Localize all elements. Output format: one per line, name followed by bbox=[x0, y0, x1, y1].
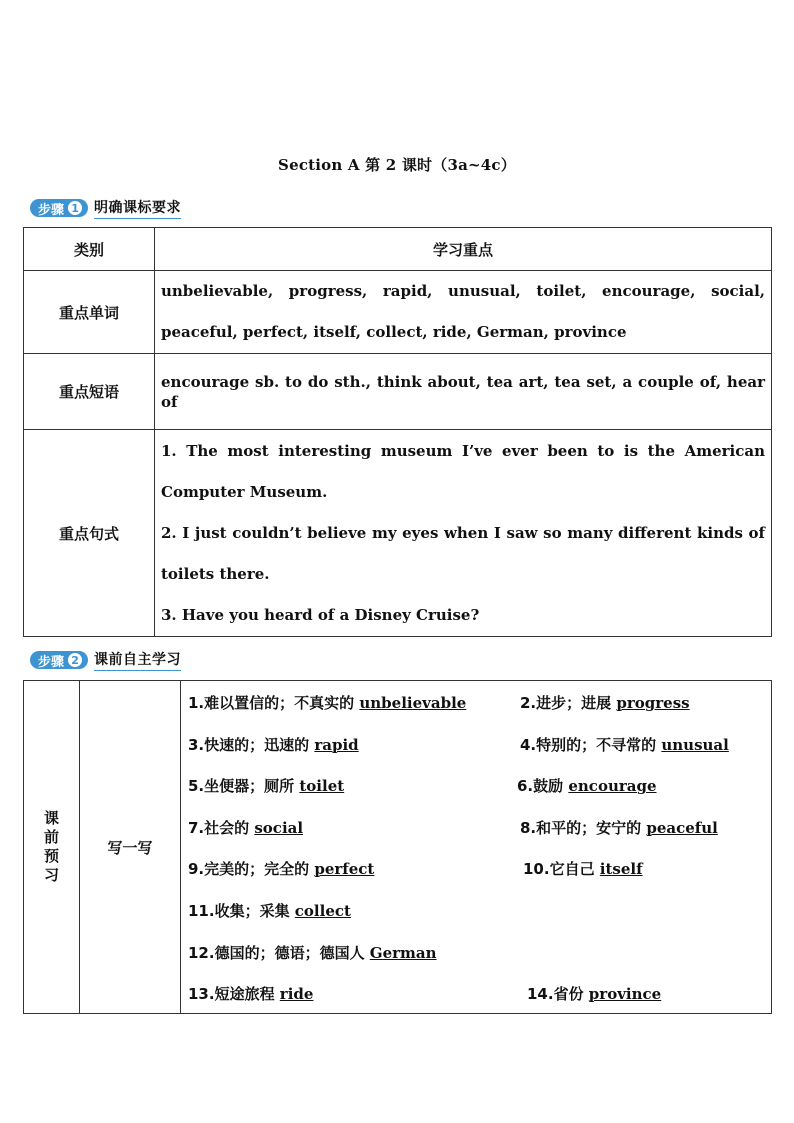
list-item: 7.社会的 social bbox=[188, 819, 304, 837]
list-item: 6.鼓励 encourage bbox=[517, 777, 657, 795]
header-category: 类别 bbox=[24, 228, 155, 271]
header-focus: 学习重点 bbox=[155, 228, 772, 271]
row-category: 重点单词 bbox=[24, 271, 155, 354]
subsection-label: 写一写 bbox=[80, 681, 181, 1014]
sentence: 3. Have you heard of a Disney Cruise? bbox=[161, 605, 480, 624]
list-item: 1.难以置信的；不真实的 unbelievable bbox=[188, 694, 467, 712]
row-category: 重点句式 bbox=[24, 430, 155, 637]
step-label: 明确课标要求 bbox=[94, 197, 181, 219]
key-sentences bbox=[155, 430, 772, 637]
list-item: 8.和平的；安宁的 peaceful bbox=[520, 819, 718, 837]
table-header-row bbox=[24, 228, 772, 271]
step-badge: 步骤 2 bbox=[30, 651, 88, 669]
list-item: 2.进步；进展 progress bbox=[520, 694, 690, 712]
step-number-icon: 2 bbox=[68, 653, 82, 667]
table-row bbox=[24, 430, 772, 637]
list-item: 9.完美的；完全的 perfect bbox=[188, 860, 375, 878]
table-row bbox=[24, 681, 772, 1014]
list-item: 5.坐便器；厕所 toilet bbox=[188, 777, 345, 795]
preview-table bbox=[23, 680, 772, 1014]
requirements-table bbox=[23, 227, 772, 637]
list-item: 12.德国的；德语；德国人 German bbox=[188, 944, 437, 962]
list-item: 14.省份 province bbox=[527, 985, 662, 1003]
key-words: unbelievable, progress, rapid, unusual, toilet, encourage, social, peaceful, perfect, itself, collect, ride, German, province bbox=[155, 271, 772, 354]
sentence: 2. I just couldn’t believe my eyes when I saw so many different kinds of toilets there. bbox=[161, 523, 765, 583]
section-label: 课 前 预 习 bbox=[24, 681, 80, 1014]
list-item: 13.短途旅程 ride bbox=[188, 985, 314, 1003]
vocab-cell bbox=[181, 681, 772, 1014]
list-item: 11.收集；采集 collect bbox=[188, 902, 351, 920]
list-item: 4.特别的；不寻常的 unusual bbox=[520, 736, 729, 754]
step-1-header bbox=[30, 198, 181, 218]
step-2-header bbox=[30, 650, 181, 670]
step-badge: 步骤 1 bbox=[30, 199, 88, 217]
page-title: Section A 第 2 课时（3a~4c） bbox=[278, 156, 516, 174]
step-label: 课前自主学习 bbox=[94, 649, 181, 671]
table-row bbox=[24, 354, 772, 430]
step-number-icon: 1 bbox=[68, 201, 82, 215]
sentence: 1. The most interesting museum I’ve ever been to is the American Computer Museum. bbox=[161, 441, 765, 501]
list-item: 3.快速的；迅速的 rapid bbox=[188, 736, 359, 754]
table-row bbox=[24, 271, 772, 354]
row-category: 重点短语 bbox=[24, 354, 155, 430]
list-item: 10.它自己 itself bbox=[523, 860, 643, 878]
key-phrases: encourage sb. to do sth., think about, tea art, tea set, a couple of, hear of bbox=[155, 354, 772, 430]
